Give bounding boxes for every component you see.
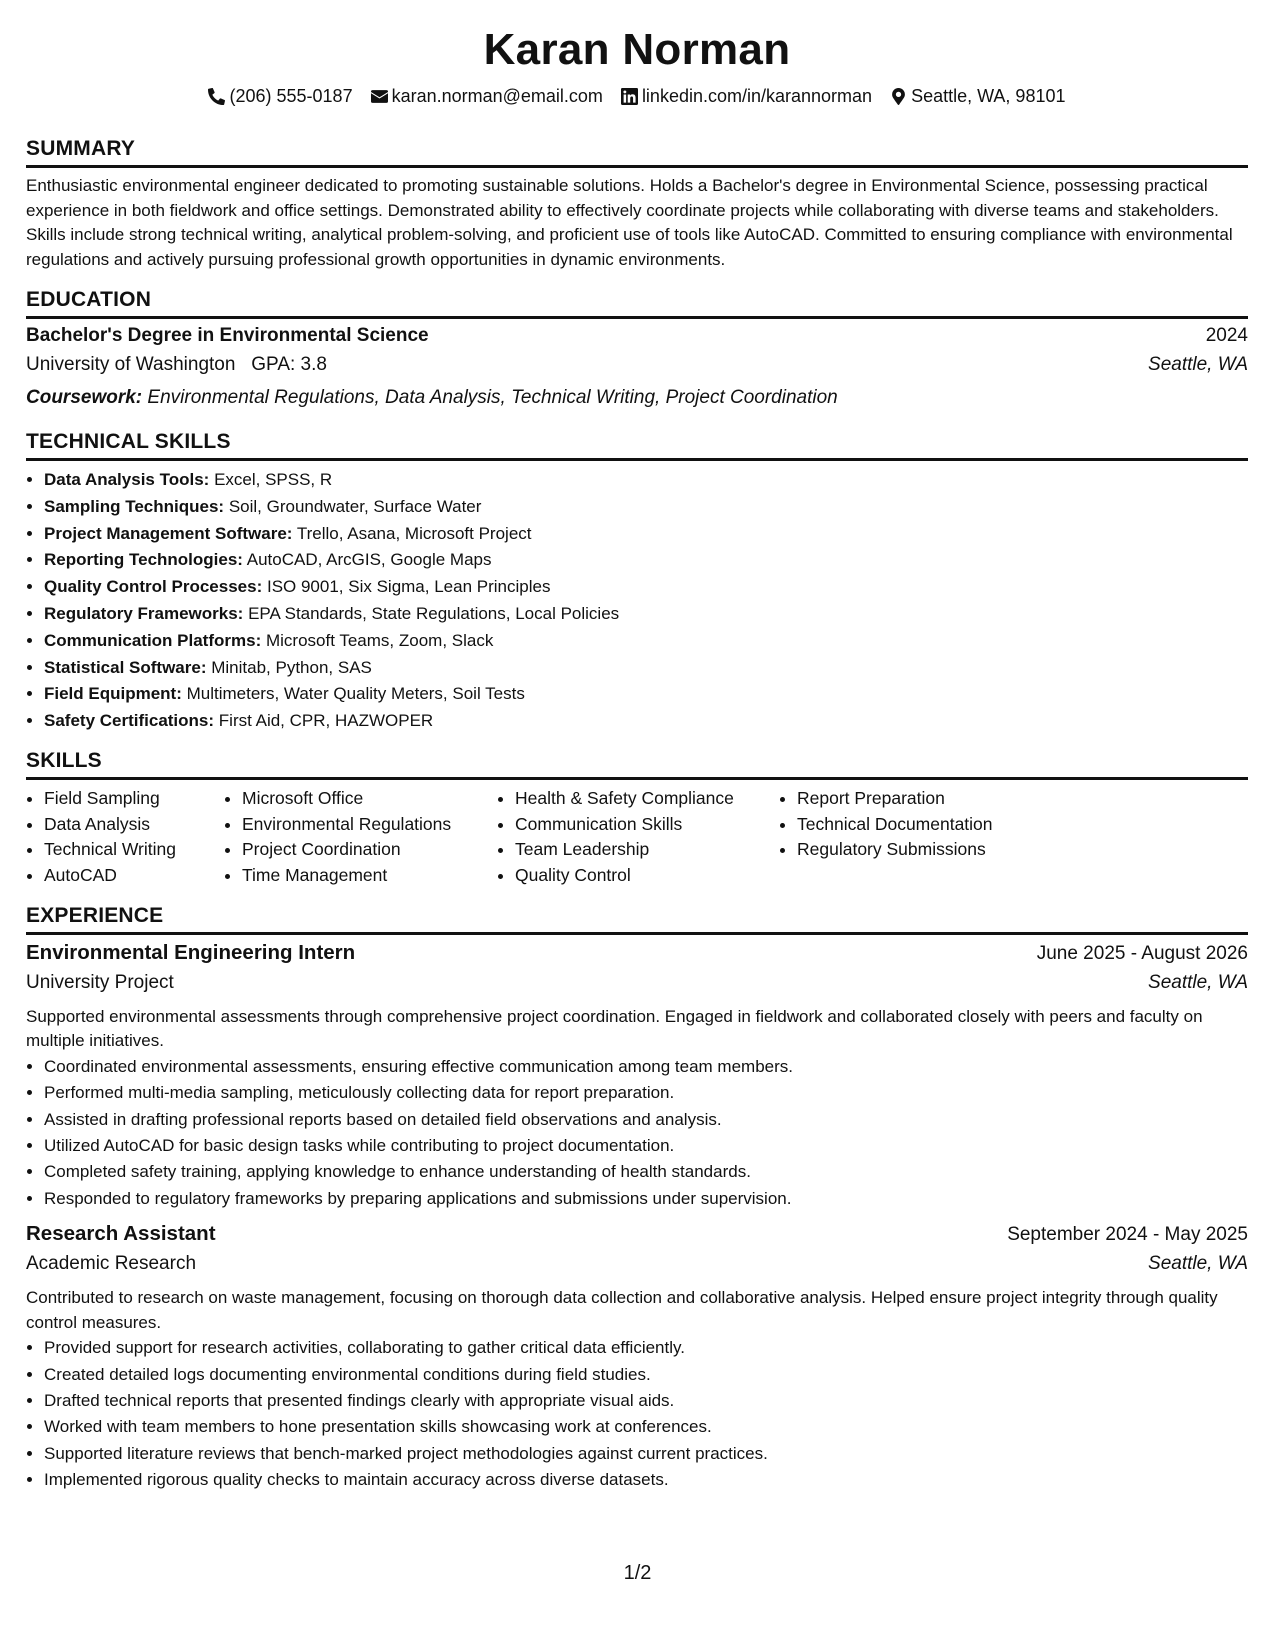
technical-skill-value: Trello, Asana, Microsoft Project [296,523,532,543]
technical-skill-label: Safety Certifications: [44,711,215,731]
contact-email[interactable] [371,86,603,107]
linkedin-text[interactable]: linkedin.com/in/karannorman [641,85,873,106]
school-name: University of Washington [26,354,236,375]
job-bullet: • Created detailed logs documenting environmental conditions during field studies. [44,1362,1248,1388]
experience-header-row [26,941,1248,972]
technical-skill-label: Data Analysis Tools: [44,470,210,489]
contact-phone [208,86,352,107]
experience-header-row [26,1222,1248,1253]
experience-org-row [26,1253,1248,1284]
job-summary: Supported environmental assessments through comprehensive project coordination. Engaged in fieldwork and collaborated closely with peers and faculty on multiple initiatives. [26,1006,1203,1051]
experience-entry [26,1222,1248,1493]
job-summary: Contributed to research on waste management, focusing on thorough data collection and collaborative analysis. Helped ensure project integrity through quality control measures. [26,1288,1218,1332]
job-bullet: • Responded to regulatory frameworks by preparing applications and submissions under supervision. [44,1186,1248,1212]
summary-section [26,137,1248,272]
skill-item: • Communication Skills [515,812,779,838]
school-line [26,354,327,376]
skill-item: • Quality Control [515,863,779,889]
skills-column [224,786,497,889]
technical-skill-item [44,574,1248,601]
coursework-text: Environmental Regulations, Data Analysis, Technical Writing, Project Coordination [147,387,838,408]
map-pin-icon [890,88,907,105]
job-bullet: • Worked with team members to hone presentation skills showcasing work at conferences. [44,1414,1248,1440]
school-location: Seattle, WA [1148,354,1248,375]
job-bullet: • Performed multi-media sampling, meticulously collecting data for report preparation. [44,1080,1248,1106]
skill-item: • Team Leadership [515,837,779,863]
coursework-label: Coursework: [26,387,143,408]
technical-skill-item [44,601,1248,628]
skills-column [779,786,1037,889]
degree: Bachelor's Degree in Environmental Science [26,325,429,346]
gpa: GPA: 3.8 [251,354,327,375]
contact-location [890,86,1065,107]
skill-item: • AutoCAD [44,863,224,889]
section-title-technical-skills: TECHNICAL SKILLS [26,430,1248,461]
skills-grid [26,786,1248,889]
linkedin-icon [621,88,638,105]
job-bullet: • Completed safety training, applying knowledge to enhance understanding of health standards. [44,1159,1248,1185]
skill-item: • Field Sampling [44,786,224,812]
contact-linkedin[interactable] [621,86,872,107]
candidate-name: Karan Norman [483,25,791,74]
skill-item: • Data Analysis [44,812,224,838]
section-title-education: EDUCATION [26,288,1248,319]
summary-text: Enthusiastic environmental engineer dedicated to promoting sustainable solutions. Holds a Bachelor's degree in Environmental Science, possessing practical experience in both fieldwork and office settings. Demonstrated ability to effectively coordinate projects while collaborating with diverse teams and stakeholders. Skills include strong technical writing, analytical problem-solving, and proficient use of tools like AutoCAD. Committed to ensuring compliance with environmental regulations and actively pursuing professional growth opportunities in dynamic environments. [26,176,1233,269]
job-dates: June 2025 - August 2026 [1036,942,1248,964]
technical-skill-item [44,467,1248,494]
skill-item: • Project Coordination [242,837,497,863]
technical-skill-value: Minitab, Python, SAS [211,657,372,677]
technical-skills-section [26,430,1248,735]
technical-skill-label: Reporting Technologies: [44,550,243,570]
technical-skill-label: Quality Control Processes: [44,577,263,597]
job-title: Environmental Engineering Intern [26,940,356,964]
experience-list [26,941,1248,1494]
location-text: Seattle, WA, 98101 [911,85,1066,106]
graduation-year: 2024 [1205,325,1248,346]
skill-item: • Technical Documentation [797,812,1037,838]
education-school-row [26,354,1248,383]
skill-item: • Health & Safety Compliance [515,786,779,812]
education-section [26,288,1248,412]
technical-skill-value: First Aid, CPR, HAZWOPER [218,711,434,731]
contact-bar [26,84,1248,108]
phone-icon [208,88,225,105]
job-bullets [26,1335,1248,1493]
technical-skill-value: EPA Standards, State Regulations, Local Policies [248,603,620,623]
technical-skill-item [44,655,1248,682]
skill-item: • Environmental Regulations [242,812,497,838]
email-text[interactable]: karan.norman@email.com [391,85,603,106]
technical-skill-value: Soil, Groundwater, Surface Water [228,496,482,516]
phone-text: (206) 555-0187 [229,85,353,106]
technical-skill-value: ISO 9001, Six Sigma, Lean Principles [266,577,551,597]
job-bullets [26,1054,1248,1212]
section-title-summary: SUMMARY [26,137,1248,168]
job-location: Seattle, WA [1148,971,1248,993]
experience-org-row [26,972,1248,1003]
technical-skill-label: Field Equipment: [44,684,182,704]
technical-skill-item [44,494,1248,521]
job-organization: Academic Research [26,1253,197,1275]
technical-skill-value: Multimeters, Water Quality Meters, Soil Tests [186,684,525,704]
technical-skills-list [26,467,1248,735]
section-title-skills: SKILLS [26,749,1248,780]
job-bullet: • Implemented rigorous quality checks to maintain accuracy across diverse datasets. [44,1467,1248,1493]
technical-skill-label: Communication Platforms: [44,630,262,650]
job-bullet: • Drafted technical reports that presented findings clearly with appropriate visual aids. [44,1388,1248,1414]
resume-page [26,0,1248,1494]
envelope-icon [371,88,388,105]
job-bullet: • Supported literature reviews that bench-marked project methodologies against current practices. [44,1441,1248,1467]
technical-skill-label: Project Management Software: [44,523,293,543]
technical-skill-item [44,547,1248,574]
technical-skill-value: Microsoft Teams, Zoom, Slack [265,630,494,650]
skill-item: • Microsoft Office [242,786,497,812]
experience-section [26,904,1248,1494]
skill-item: • Report Preparation [797,786,1037,812]
job-title: Research Assistant [26,1222,216,1246]
skills-section [26,749,1248,889]
job-bullet: • Provided support for research activities, collaborating to gather critical data efficiently. [44,1335,1248,1361]
experience-entry [26,941,1248,1212]
job-dates: September 2024 - May 2025 [1007,1224,1248,1246]
section-title-experience: EXPERIENCE [26,904,1248,935]
skill-item: • Technical Writing [44,837,224,863]
technical-skill-item [44,708,1248,735]
job-location: Seattle, WA [1148,1253,1248,1275]
skill-item: • Regulatory Submissions [797,837,1037,863]
skills-column [497,786,779,889]
technical-skill-label: Regulatory Frameworks: [44,603,244,623]
coursework-line [26,383,1248,412]
skill-item: • Time Management [242,863,497,889]
job-organization: University Project [26,971,174,993]
technical-skill-label: Statistical Software: [44,657,207,677]
skills-column [26,786,224,889]
technical-skill-item [44,628,1248,655]
technical-skill-item [44,521,1248,548]
technical-skill-value: Excel, SPSS, R [214,470,333,489]
job-bullet: • Assisted in drafting professional reports based on detailed field observations and analysis. [44,1107,1248,1133]
education-header-row [26,325,1248,354]
job-bullet: • Utilized AutoCAD for basic design tasks while contributing to project documentation. [44,1133,1248,1159]
job-bullet: • Coordinated environmental assessments, ensuring effective communication among team members. [44,1054,1248,1080]
page-number: 1/2 [623,1562,652,1584]
technical-skill-item [44,681,1248,708]
technical-skill-value: AutoCAD, ArcGIS, Google Maps [246,550,492,570]
technical-skill-label: Sampling Techniques: [44,496,225,516]
